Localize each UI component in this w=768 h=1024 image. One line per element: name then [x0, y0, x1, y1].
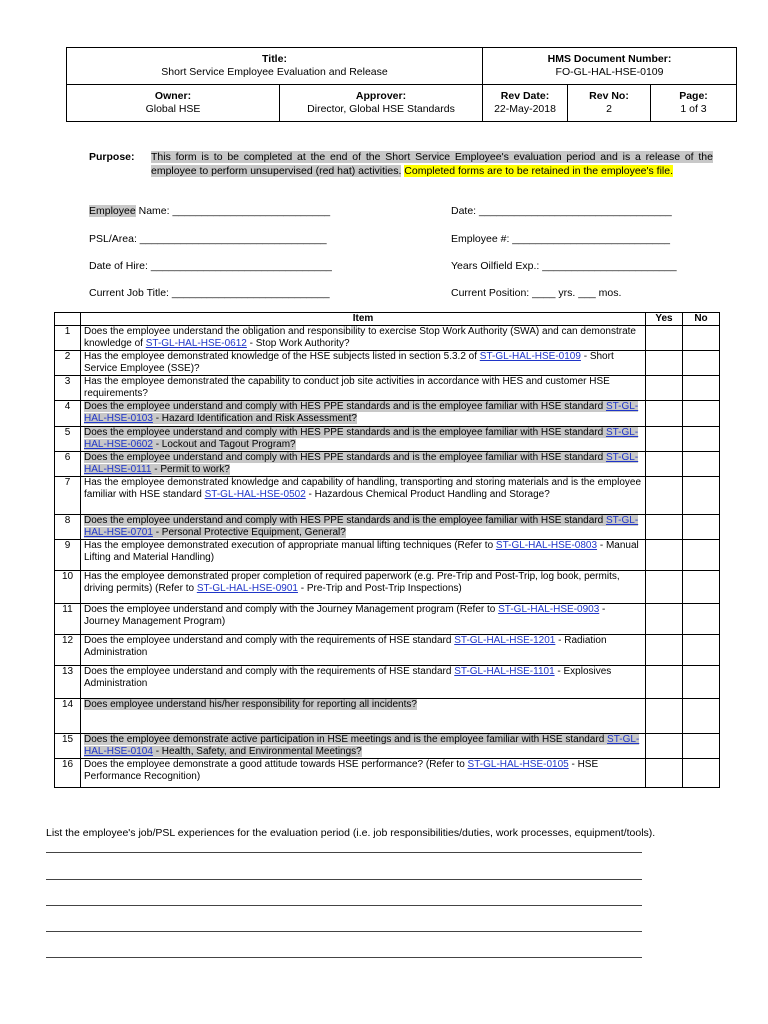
item-text-a: Does the employee understand and comply with the requirements of HSE standard: [84, 666, 455, 677]
row-item-text: [81, 699, 646, 734]
item-question: [84, 452, 638, 475]
document-number-value: FO-GL-HAL-HSE-0109: [555, 66, 664, 78]
table-row: [55, 571, 720, 604]
purpose-label: Purpose:: [89, 151, 135, 163]
item-question: [84, 515, 638, 538]
row-number: 4: [55, 401, 81, 427]
table-row: [55, 666, 720, 699]
yes-checkbox-cell[interactable]: [646, 326, 683, 351]
item-text-b: - Hazard Identification and Risk Assessment?: [152, 413, 357, 424]
write-in-line-3[interactable]: [46, 905, 642, 906]
employee-word: Employee: [89, 205, 136, 217]
years-oilfield-exp-field[interactable]: Years Oilfield Exp.: _______________________: [451, 260, 677, 272]
approver-cell: [280, 85, 483, 122]
item-question: [84, 666, 611, 689]
current-job-title-field[interactable]: Current Job Title: ___________________________: [89, 287, 330, 299]
standard-link[interactable]: ST-GL-HAL-HSE-0903: [498, 604, 600, 615]
document-header: [66, 47, 737, 122]
item-text-b: - Manual Lifting and Material Handling): [84, 540, 639, 563]
yes-checkbox-cell[interactable]: [646, 452, 683, 477]
item-text-b: - Journey Management Program): [84, 604, 606, 627]
row-number: 11: [55, 604, 81, 635]
no-checkbox-cell[interactable]: [683, 326, 720, 351]
row-number: 12: [55, 635, 81, 666]
item-text-a: Does the employee understand and comply with HES PPE standards and is the employee familiar with HSE standard: [84, 452, 606, 463]
table-row: [55, 351, 720, 376]
employee-name-field[interactable]: [89, 205, 330, 217]
date-field[interactable]: Date: _________________________________: [451, 205, 672, 217]
row-number: 8: [55, 515, 81, 540]
no-checkbox-cell[interactable]: [683, 427, 720, 452]
row-item-text: [81, 326, 646, 351]
no-checkbox-cell[interactable]: [683, 666, 720, 699]
document-number-cell: [483, 48, 737, 85]
write-in-line-5[interactable]: [46, 957, 642, 958]
standard-link[interactable]: ST-GL-HAL-HSE-0901: [196, 583, 298, 594]
page-label: Page:: [679, 90, 708, 102]
standard-link[interactable]: ST-GL-HAL-HSE-0105: [467, 759, 569, 770]
item-text-a: Has the employee demonstrated knowledge of the HSE subjects listed in section 5.3.2 of: [84, 351, 480, 362]
standard-link[interactable]: ST-GL-HAL-HSE-0502: [204, 489, 306, 500]
item-text-b: - Hazardous Chemical Product Handling and Storage?: [305, 489, 550, 500]
row-item-text: [81, 351, 646, 376]
item-question: [84, 427, 638, 450]
experience-list-intro: List the employee's job/PSL experiences for the evaluation period (i.e. job responsibilities/duties, work processes, equipment/tools).: [46, 827, 656, 839]
item-text-a: Has the employee demonstrated the capability to conduct job site activities in accordance with HES and customer HSE requirements?: [84, 376, 610, 399]
table-row: [55, 759, 720, 788]
no-checkbox-cell[interactable]: [683, 759, 720, 788]
owner-label: Owner:: [154, 90, 192, 102]
current-position-field[interactable]: Current Position: ____ yrs. ___ mos.: [451, 287, 622, 299]
item-text-a: Has the employee demonstrated execution of appropriate manual lifting techniques (Refer to: [84, 540, 496, 551]
standard-link[interactable]: ST-GL-HAL-HSE-0103: [84, 401, 639, 424]
no-checkbox-cell[interactable]: [683, 376, 720, 401]
yes-checkbox-cell[interactable]: [646, 351, 683, 376]
row-number: 9: [55, 540, 81, 571]
approver-value: Director, Global HSE Standards: [307, 103, 455, 115]
item-text-b: - Pre-Trip and Post-Trip Inspections): [297, 583, 462, 594]
row-item-text: [81, 666, 646, 699]
item-question: [84, 540, 639, 563]
item-question: [84, 326, 636, 349]
item-text-a: Does the employee understand and comply with HES PPE standards and is the employee familiar with HSE standard: [84, 515, 606, 526]
owner-cell: [67, 85, 280, 122]
yes-checkbox-cell[interactable]: [646, 666, 683, 699]
row-item-text: [81, 427, 646, 452]
row-number: 16: [55, 759, 81, 788]
no-checkbox-cell[interactable]: [683, 477, 720, 515]
standard-link[interactable]: ST-GL-HAL-HSE-1201: [454, 635, 556, 646]
item-question: [84, 604, 605, 627]
row-number: 6: [55, 452, 81, 477]
row-number: 1: [55, 326, 81, 351]
item-text-a: Does the employee demonstrate a good attitude towards HSE performance? (Refer to: [84, 759, 468, 770]
item-header: Item: [81, 313, 646, 326]
write-in-line-4[interactable]: [46, 931, 642, 932]
row-item-text: [81, 376, 646, 401]
table-row: [55, 699, 720, 734]
item-question: [84, 376, 610, 399]
owner-value: Global HSE: [145, 103, 201, 115]
page-cell: [651, 85, 737, 122]
rev-date-label: Rev Date:: [500, 90, 550, 102]
table-row: [55, 452, 720, 477]
row-item-text: [81, 540, 646, 571]
item-question: [84, 699, 417, 710]
title-label: Title:: [262, 53, 287, 65]
row-number: 2: [55, 351, 81, 376]
date-of-hire-field[interactable]: Date of Hire: _______________________________: [89, 260, 332, 272]
row-number: 10: [55, 571, 81, 604]
item-text-a: Does the employee understand and comply with the requirements of HSE standard: [84, 635, 455, 646]
num-header: [55, 313, 81, 326]
yes-checkbox-cell[interactable]: [646, 376, 683, 401]
item-text-b: - Short Service Employee (SSE)?: [84, 351, 614, 374]
employee-number-field[interactable]: Employee #: ___________________________: [451, 233, 670, 245]
purpose-text-part1: This form is to be completed at the end of the Short Service Employee's evaluation period and is a release of the employee to perform unsupervised (red hat) activities.: [151, 151, 713, 177]
no-checkbox-cell[interactable]: [683, 540, 720, 571]
standard-link[interactable]: ST-GL-HAL-HSE-0109: [479, 351, 581, 362]
no-checkbox-cell[interactable]: [683, 699, 720, 734]
row-number: 5: [55, 427, 81, 452]
no-checkbox-cell[interactable]: [683, 635, 720, 666]
no-checkbox-cell[interactable]: [683, 401, 720, 427]
row-number: 7: [55, 477, 81, 515]
row-item-text: [81, 452, 646, 477]
title-value: Short Service Employee Evaluation and Release: [161, 66, 388, 78]
yes-checkbox-cell[interactable]: [646, 477, 683, 515]
rev-date-cell: [483, 85, 568, 122]
item-text-a: Does the employee demonstrate active participation in HSE meetings and is the employee familiar with HSE standard: [84, 734, 608, 745]
rev-no-value: 2: [606, 103, 612, 115]
psl-area-field[interactable]: PSL/Area: ________________________________: [89, 233, 327, 245]
rev-no-cell: [568, 85, 651, 122]
item-text-b: - Radiation Administration: [84, 635, 607, 658]
row-item-text: [81, 477, 646, 515]
standard-link[interactable]: ST-GL-HAL-HSE-0803: [495, 540, 598, 551]
item-text-a: Has the employee demonstrated knowledge and capability of handling, transporting and storing materials and is the employee familiar with HSE standard: [84, 477, 642, 500]
table-row: [55, 635, 720, 666]
table-row: [55, 401, 720, 427]
document-number-label: HMS Document Number:: [547, 53, 672, 65]
item-text-a: Does the employee understand and comply with the Journey Management program (Refer to: [84, 604, 499, 615]
row-item-text: [81, 734, 646, 759]
table-row: [55, 427, 720, 452]
table-row: [55, 540, 720, 571]
write-in-line-1[interactable]: [46, 852, 642, 853]
item-question: [84, 351, 614, 374]
standard-link[interactable]: ST-GL-HAL-HSE-0111: [84, 452, 639, 475]
yes-checkbox-cell[interactable]: [646, 571, 683, 604]
item-text-a: Does the employee understand the obligation and responsibility to exercise Stop Work Authority (SWA) and can demonstrate knowledge of: [84, 326, 636, 349]
row-item-text: [81, 571, 646, 604]
yes-header: Yes: [646, 313, 683, 326]
no-checkbox-cell[interactable]: [683, 604, 720, 635]
row-item-text: [81, 515, 646, 540]
evaluation-table: [54, 312, 720, 788]
yes-checkbox-cell[interactable]: [646, 427, 683, 452]
yes-checkbox-cell[interactable]: [646, 401, 683, 427]
item-text-b: - Lockout and Tagout Program?: [152, 439, 296, 450]
employee-name-rest: Name: ___________________________: [135, 205, 331, 217]
standard-link[interactable]: ST-GL-HAL-HSE-0701: [84, 515, 639, 538]
no-checkbox-cell[interactable]: [683, 571, 720, 604]
table-row: [55, 326, 720, 351]
item-text-b: - Stop Work Authority?: [246, 338, 350, 349]
yes-checkbox-cell[interactable]: [646, 635, 683, 666]
yes-checkbox-cell[interactable]: [646, 699, 683, 734]
item-question: [84, 734, 639, 757]
item-question: [84, 635, 607, 658]
table-row: [55, 477, 720, 515]
item-text-a: Does the employee understand and comply with HES PPE standards and is the employee familiar with HSE standard: [84, 401, 606, 412]
no-checkbox-cell[interactable]: [683, 515, 720, 540]
rev-no-label: Rev No:: [589, 90, 629, 102]
item-text-b: - Explosives Administration: [84, 666, 612, 689]
item-question: [84, 477, 641, 500]
no-checkbox-cell[interactable]: [683, 734, 720, 759]
yes-checkbox-cell[interactable]: [646, 515, 683, 540]
purpose-text-part2: Completed forms are to be retained in the employee's file.: [404, 164, 674, 177]
item-question: [84, 759, 598, 782]
row-item-text: [81, 401, 646, 427]
yes-checkbox-cell[interactable]: [646, 604, 683, 635]
yes-checkbox-cell[interactable]: [646, 734, 683, 759]
item-question: [84, 571, 620, 594]
item-text-a: Has the employee demonstrated proper completion of required paperwork (e.g. Pre-Trip and Post-Trip, log book, permits, driving permits) (Refer to: [84, 571, 620, 594]
table-row: [55, 515, 720, 540]
title-cell: [67, 48, 483, 85]
standard-link[interactable]: ST-GL-HAL-HSE-0104: [84, 734, 640, 757]
item-text-a: Does employee understand his/her responsibility for reporting all incidents?: [84, 699, 417, 710]
write-in-line-2[interactable]: [46, 879, 642, 880]
row-number: 3: [55, 376, 81, 401]
row-number: 14: [55, 699, 81, 734]
row-item-text: [81, 604, 646, 635]
row-item-text: [81, 635, 646, 666]
row-item-text: [81, 759, 646, 788]
approver-label: Approver:: [355, 90, 407, 102]
standard-link[interactable]: ST-GL-HAL-HSE-1101: [454, 666, 555, 677]
item-text-b: - Health, Safety, and Environmental Meetings?: [152, 746, 362, 757]
yes-checkbox-cell[interactable]: [646, 759, 683, 788]
standard-link[interactable]: ST-GL-HAL-HSE-0612: [145, 338, 247, 349]
purpose-text: [151, 151, 713, 178]
row-number: 13: [55, 666, 81, 699]
table-row: [55, 376, 720, 401]
rev-date-value: 22-May-2018: [494, 103, 556, 115]
no-checkbox-cell[interactable]: [683, 452, 720, 477]
no-checkbox-cell[interactable]: [683, 351, 720, 376]
standard-link[interactable]: ST-GL-HAL-HSE-0602: [84, 427, 639, 450]
table-row: [55, 734, 720, 759]
item-text-b: - Personal Protective Equipment, General?: [152, 527, 346, 538]
page-value: 1 of 3: [680, 103, 707, 115]
row-number: 15: [55, 734, 81, 759]
table-row: [55, 604, 720, 635]
item-text-a: Does the employee understand and comply with HES PPE standards and is the employee familiar with HSE standard: [84, 427, 606, 438]
item-question: [84, 401, 638, 424]
item-text-b: - HSE Performance Recognition): [84, 759, 599, 782]
no-header: No: [683, 313, 720, 326]
item-text-b: - Permit to work?: [151, 464, 230, 475]
yes-checkbox-cell[interactable]: [646, 540, 683, 571]
